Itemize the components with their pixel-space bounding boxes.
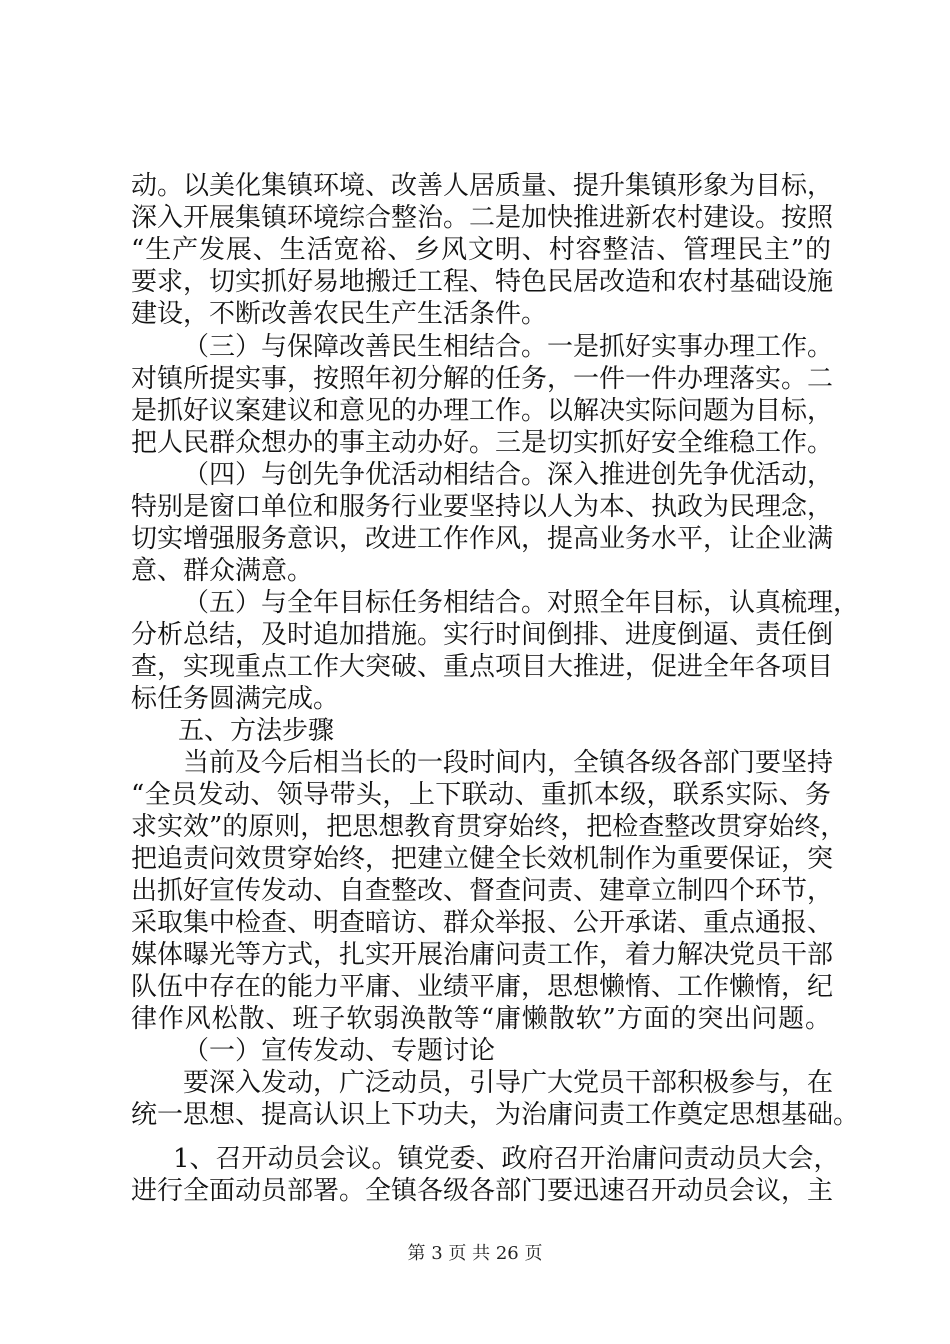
text-line: “生产发展、生活宽裕、乡风文明、村容整洁、管理民主”的 [131,235,831,265]
text-line: 进行全面动员部署。全镇各级各部门要迅速召开动员会议，主 [131,1176,834,1206]
text-line: 1、召开动员会议。镇党委、政府召开治庸问责动员大会， [173,1144,840,1174]
text-line: 把人民群众想办的事主动办好。三是切实抓好安全维稳工作。 [131,428,834,458]
text-line: 求实效”的原则，把思想教育贯穿始终，把检查整改贯穿始终， [131,812,847,842]
text-line: 律作风松散、班子软弱涣散等“庸懒散软”方面的突出问题。 [131,1004,831,1034]
text-line: 标任务圆满完成。 [131,684,340,714]
text-line: 分析总结，及时追加措施。实行时间倒排、进度倒逼、责任倒 [131,620,834,650]
text-line: 统一思想、提高认识上下功夫，为治庸问责工作奠定思想基础。 [131,1100,860,1130]
text-line: 是抓好议案建议和意见的办理工作。以解决实际问题为目标， [131,396,834,426]
text-line: 五、方法步骤 [178,716,335,746]
text-line: 对镇所提实事，按照年初分解的任务，一件一件办理落实。二 [131,364,834,394]
text-line: 要深入发动，广泛动员，引导广大党员干部积极参与，在 [183,1068,834,1098]
text-line: 切实增强服务意识，改进工作作风，提高业务水平，让企业满 [131,524,834,554]
text-line: 当前及今后相当长的一段时间内，全镇各级各部门要坚持 [183,748,834,778]
text-line: （五）与全年目标任务相结合。对照全年目标，认真梳理， [183,588,860,618]
text-line: 建设，不断改善农民生产生活条件。 [131,299,548,329]
text-line: 查，实现重点工作大突破、重点项目大推进，促进全年各项目 [131,652,834,682]
text-line: （四）与创先争优活动相结合。深入推进创先争优活动， [183,460,834,490]
text-line: 出抓好宣传发动、自查整改、督查问责、建章立制四个环节， [131,876,834,906]
text-line: （一）宣传发动、专题讨论 [183,1036,496,1066]
text-line: 要求，切实抓好易地搬迁工程、特色民居改造和农村基础设施 [131,267,834,297]
text-line: 意、群众满意。 [131,556,314,586]
text-line: 媒体曝光等方式，扎实开展治庸问责工作，着力解决党员干部 [131,940,834,970]
text-line: 采取集中检查、明查暗访、群众举报、公开承诺、重点通报、 [131,908,834,938]
text-line: （三）与保障改善民生相结合。一是抓好实事办理工作。 [183,332,834,362]
text-line: “全员发动、领导带头，上下联动、重抓本级，联系实际、务 [131,780,831,810]
text-line: 把追责问效贯穿始终，把建立健全长效机制作为重要保证，突 [131,844,834,874]
text-line: 动。以美化集镇环境、改善人居质量、提升集镇形象为目标， [131,171,834,201]
text-line: 深入开展集镇环境综合整治。二是加快推进新农村建设。按照 [131,203,834,233]
page-footer: 第 3 页 共 26 页 [407,1243,543,1264]
text-line: 特别是窗口单位和服务行业要坚持以人为本、执政为民理念， [131,492,834,522]
text-line: 队伍中存在的能力平庸、业绩平庸，思想懒惰、工作懒惰，纪 [131,972,834,1002]
